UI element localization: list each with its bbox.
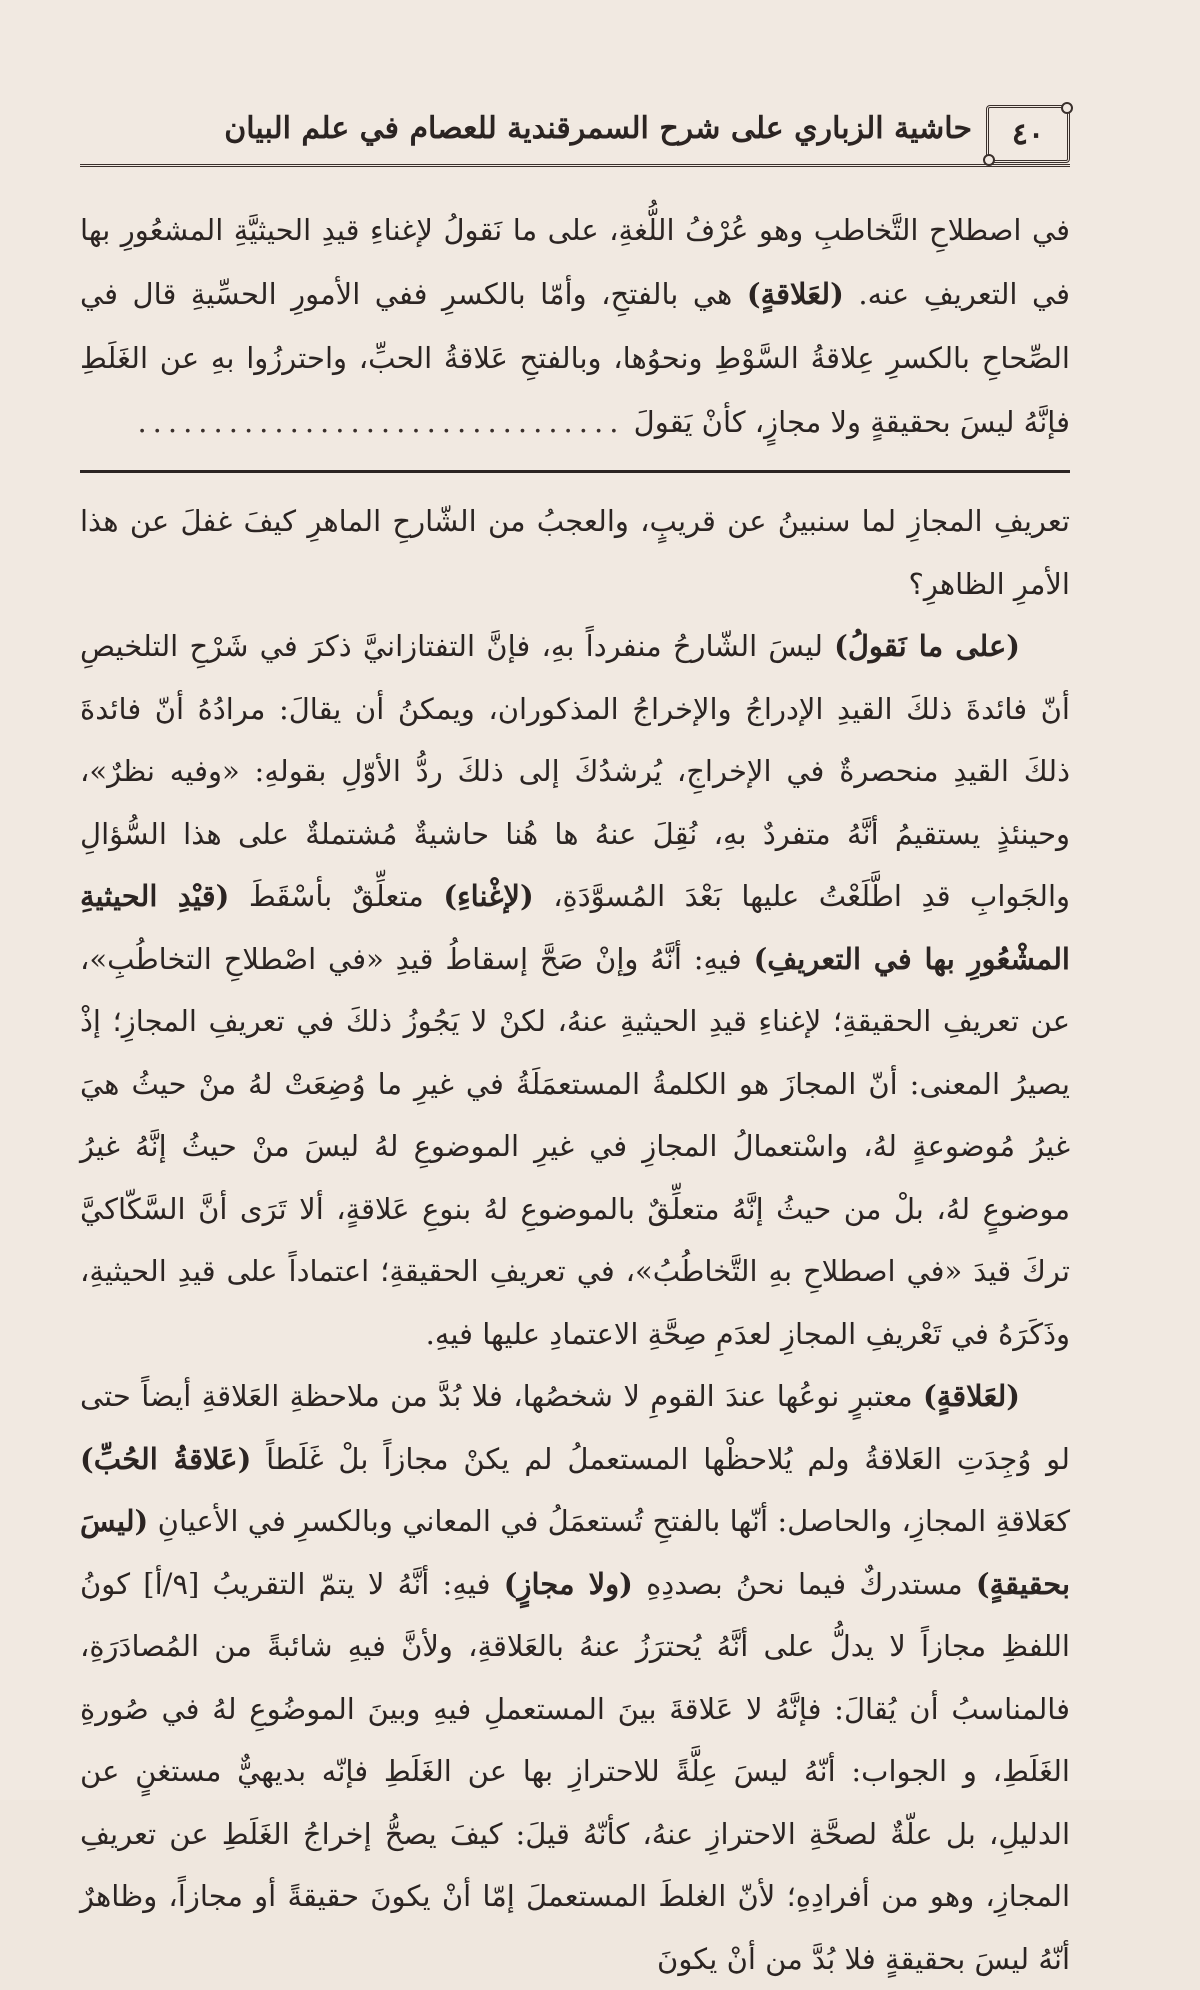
commentary-segment: مستدركٌ فيما نحنُ بصددِهِ <box>646 1566 963 1601</box>
keyword-alaqa: (لعَلاقةٍ) <box>746 277 844 311</box>
keyword-wala-majaz: (ولا مجازٍ) <box>503 1566 633 1601</box>
keyword-ala-ma-naqul: (على ما نَقولُ) <box>834 629 1021 663</box>
keyword-lighnai: (لإغْناءِ) <box>443 879 534 913</box>
keyword-alaqa: (لعَلاقةٍ) <box>923 1379 1020 1413</box>
main-text-segment: هي بالفتحِ، وأمّا بالكسرِ ففي الأمورِ الحسِّيةِ قال في الصِّحاحِ بالكسرِ عِلاقةُ السَّوْطِ ونحوُها، وبالفتحِ عَلاقةُ الحبِّ، واحترزُوا بهِ عن الغَلَطِ فإنَّهُ ليسَ بحقيقةٍ ولا مجازٍ، كأنْ يَقولَ <box>80 277 1070 439</box>
header-rule <box>80 164 1070 167</box>
commentary-paragraph <box>80 490 1070 615</box>
commentary-text <box>80 490 1070 1990</box>
main-text <box>80 198 1070 454</box>
commentary-paragraph <box>80 1365 1070 1990</box>
page-number: ٤٠ <box>1011 116 1045 152</box>
keyword-alaqat-al-hubb: (عَلاقةُ الحُبِّ) <box>80 1441 252 1476</box>
commentary-segment: ليسَ الشّارحُ منفرداً بهِ، فإنَّ التفتازانيَّ ذكرَ في شَرْحِ التلخيصِ أنّ فائدةَ ذلكَ القيدِ الإدراجُ والإخراجُ المذكوران، ويمكنُ أن يقالَ: مرادُهُ أنّ فائدةَ ذلكَ القيدِ منحصرةٌ في الإخراجِ، يُرشدُكَ إلى ذلكَ ردُّ الأوّلِ بقولهِ: «وفيه نظرٌ»، وحينئذٍ يستقيمُ أنَّهُ متفردٌ بهِ، نُقِلَ عنهُ ها هُنا حاشيةٌ مُشتملةٌ على هذا السُّؤالِ والجَوابِ قدِ اطَّلَعْتُ عليها بَعْدَ المُسوَّدَةِ، <box>80 629 1071 913</box>
commentary-segment: فيهِ: أنَّهُ وإنْ صَحَّ إسقاطُ قيدِ «في اصْطلاحِ التخاطُبِ»، عن تعريفِ الحقيقةِ؛ لإغناءِ قيدِ الحيثيةِ عنهُ، لكنْ لا يَجُوزُ ذلكَ في تعريفِ المجازِ؛ إذْ يصيرُ المعنى: أنّ المجازَ هو الكلمةُ المستعمَلَةُ في غيرِ ما وُضِعَتْ لهُ منْ حيثُ هيَ غيرُ مُوضوعةٍ لهُ، واسْتعمالُ المجازِ في غيرِ الموضوعِ لهُ ليسَ منْ حيثُ إنَّهُ غيرُ موضوعٍ لهُ، بلْ من حيثُ إنَّهُ متعلِّقٌ بالموضوعِ لهُ بنوعِ عَلاقةٍ، ألا تَرَى أنَّ السَّكّاكيَّ تركَ قيدَ «في اصطلاحِ بهِ التَّخاطُبُ»، في تعريفِ الحقيقةِ؛ اعتماداً على قيدِ الحيثيةِ، وذَكَرَهُ في تَعْريفِ المجازِ لعدَمِ صِحَّةِ الاعتمادِ عليها فيهِ. <box>80 941 1070 1351</box>
main-paragraph <box>80 198 1070 454</box>
keyword-qayd-al-haythiyya: (قيْدِ الحيثيةِ المشْعُورِ بها في التعريفِ) <box>80 879 1070 976</box>
commentary-segment: فيهِ: أنَّهُ لا يتمّ التقريبُ [٩/أ] كونُ اللفظِ مجازاً لا يدلُّ على أنَّهُ يُحترَزُ عنهُ بالعَلاقةِ، ولأنَّ فيهِ شائبةً من المُصادَرَةِ، فالمناسبُ أن يُقالَ: فإنَّهُ لا عَلاقةَ بينَ المستعملِ فيهِ وبينَ الموضُوعِ لهُ في صُورةِ الغَلَطِ، و الجواب: أنّهُ ليسَ عِلَّةً للاحترازِ بها عن الغَلَطِ فإنّه بديهيٌّ مستغنٍ عن الدليلِ، بل علّةٌ لصحَّةِ الاحترازِ عنهُ، كأنّهُ قيلَ: كيفَ يصحُّ إخراجُ الغَلَطِ عن تعريفِ المجازِ، وهو من أفرادِهِ؛ لأنّ الغلطَ المستعملَ إمّا أنْ يكونَ حقيقةً أو مجازاً، وظاهرٌ أنّهُ ليسَ بحقيقةٍ فلا بُدَّ من أنْ يكونَ <box>80 1566 1070 1976</box>
keyword-laysa-bihaqiqa: (ليسَ بحقيقةٍ) <box>80 1504 1071 1601</box>
commentary-segment: متعلِّقٌ بأسْقَطَ <box>248 879 424 913</box>
page-header <box>80 105 1070 167</box>
dotted-leader: ................................ <box>137 405 625 439</box>
main-text-segment: في اصطلاحِ التَّخاطبِ وهو عُرْفُ اللُّغةِ، على ما نَقولُ لإغناءِ قيدِ الحيثيَّةِ المشعُورِ بها في التعريفِ عنه. <box>80 213 1071 311</box>
commentary-paragraph <box>80 615 1070 1365</box>
footnote-separator <box>80 470 1070 473</box>
page-number-frame <box>986 105 1070 163</box>
commentary-segment: تعريفِ المجازِ لما سنبينُ عن قريبٍ، والعجبُ من الشّارحِ الماهرِ كيفَ غفلَ عن هذا الأمرِ الظاهرِ؟ <box>80 504 1070 601</box>
commentary-segment: معتبرٍ نوعُها عندَ القومِ لا شخصُها، فلا بُدَّ من ملاحظةِ العَلاقةِ أيضاً حتى لو وُجِدَتِ العَلاقةُ ولم يُلاحظْها المستعملُ لم يكنْ مجازاً بلْ غَلَطاً <box>80 1379 1071 1476</box>
running-title: حاشية الزباري على شرح السمرقندية للعصام في علم البيان <box>224 111 972 146</box>
commentary-segment: كعَلاقةِ المجازِ، والحاصل: أنّها بالفتحِ تُستعمَلُ في المعاني وبالكسرِ في الأعيانِ <box>157 1504 1070 1538</box>
